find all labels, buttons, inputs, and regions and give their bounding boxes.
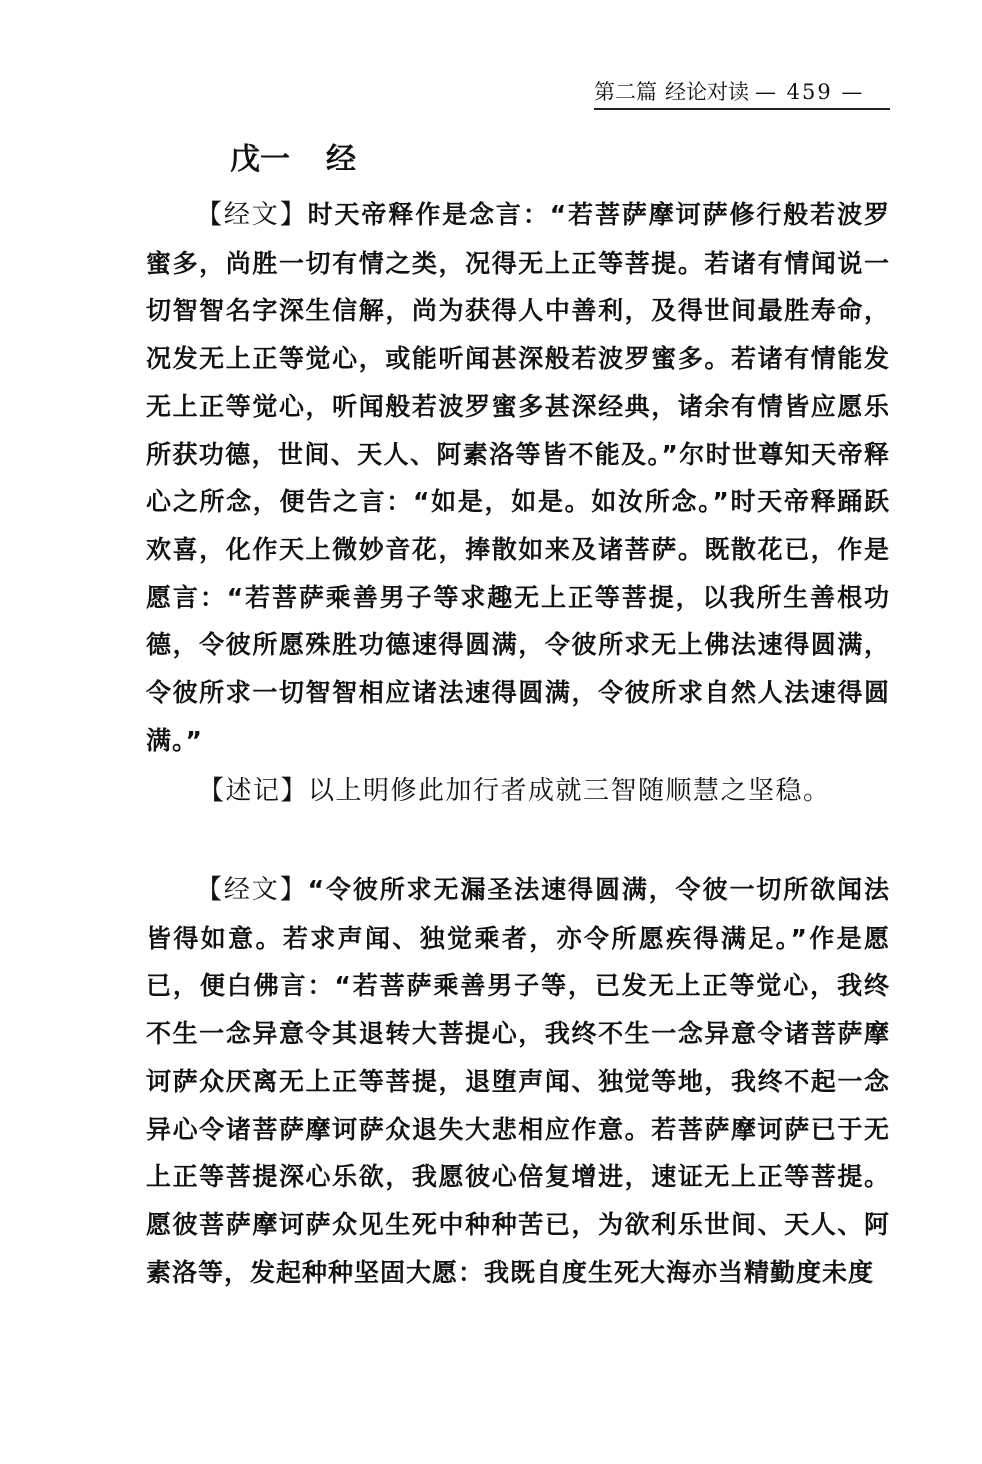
paragraph-tag: 【经文】 [196,875,308,905]
header-book: 第二篇 [594,80,657,104]
paragraph-tag: 【述记】 [198,776,309,806]
section-title-part2: 经 [326,142,356,177]
paragraph-tag: 【经文】 [196,200,308,230]
page-number: — 459 — [755,80,865,104]
header-chapter: 经论对读 [665,80,749,104]
paragraph-sutra-2 [146,866,890,1296]
paragraph-text: “令彼所求无漏圣法速得圆满，令彼一切所欲闻法皆得如意。若求声闻、独觉乘者，亦令所愿疾得满足。”作是愿已，便白佛言：“若菩萨乘善男子等，已发无上正等觉心，我终不生一念异意令其退转大菩提心，我终不生一念异意令诸菩萨摩诃萨众厌离无上正等菩提，退堕声闻、独觉等地，我终不起一念异心令诸菩萨摩诃萨众退失大悲相应作意。若菩萨摩诃萨已于无上正等菩提深心乐欲，我愿彼心倍复增进，速证无上正等菩提。愿彼菩萨摩诃萨众见生死中种种苦已，为欲利乐世间、天人、阿素洛等，发起种种坚固大愿：我既自度生死大海亦当精勤度未度 [146,875,890,1287]
paragraph-text: 以上明修此加行者成就三智随顺慧之坚稳。 [308,776,831,806]
section-title [230,140,356,180]
running-header [594,78,890,110]
paragraph-sutra-1 [146,191,890,764]
paragraph-text: 时天帝释作是念言：“若菩萨摩诃萨修行般若波罗蜜多，尚胜一切有情之类，况得无上正等菩提。若诸有情闻说一切智智名字深生信解，尚为获得人中善利，及得世间最胜寿命，况发无上正等觉心，或能听闻甚深般若波罗蜜多。若诸有情能发无上正等觉心，听闻般若波罗蜜多甚深经典，诸余有情皆应愿乐所获功德，世间、天人、阿素洛等皆不能及。”尔时世尊知天帝释心之所念，便告之言：“如是，如是。如汝所念。”时天帝释踊跃欢喜，化作天上微妙音花，捧散如来及诸菩萨。既散花已，作是愿言：“若菩萨乘善男子等求趣无上正等菩提，以我所生善根功德，令彼所愿殊胜功德速得圆满，令彼所求无上佛法速得圆满，令彼所求一切智智相应诸法速得圆满，令彼所求自然人法速得圆满。” [146,200,890,755]
section-title-part1: 戊一 [230,142,290,177]
paragraph-commentary [146,768,890,816]
